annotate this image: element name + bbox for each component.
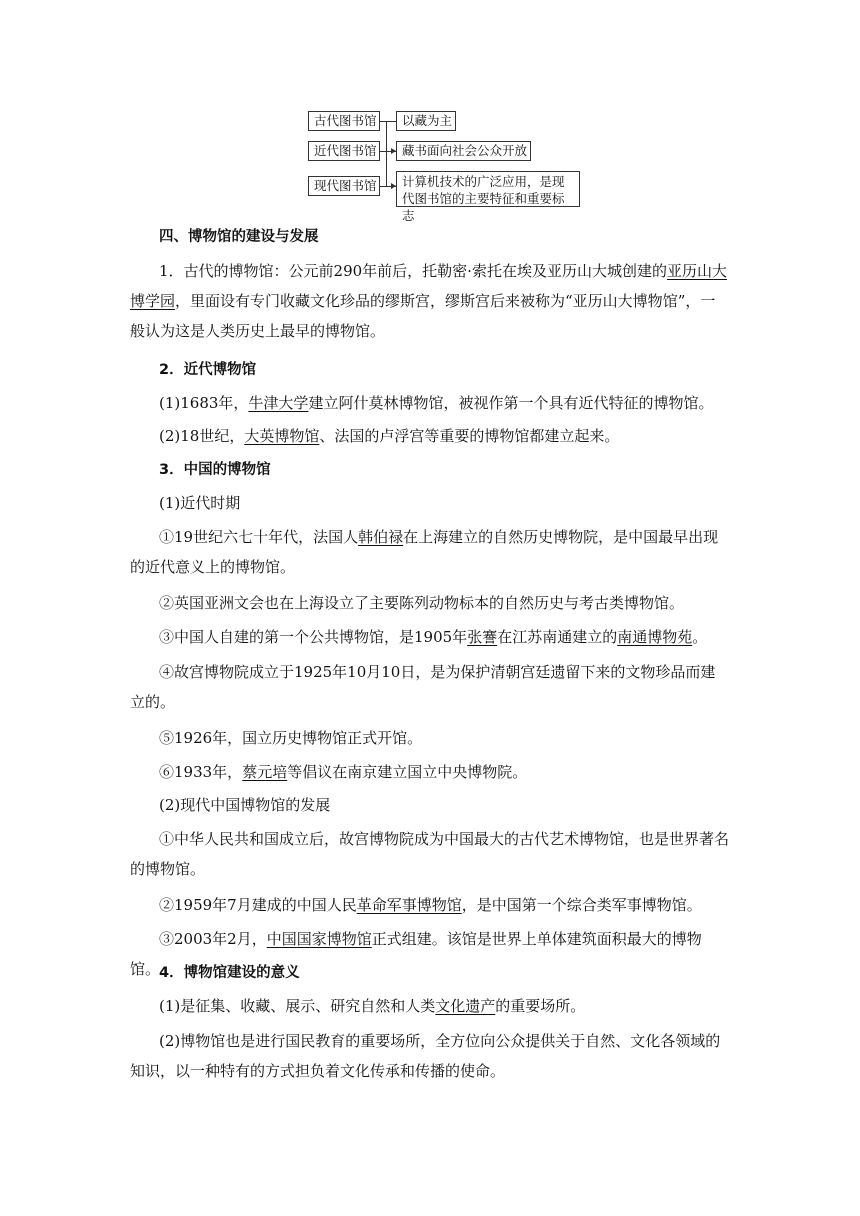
paragraph: (2)现代中国博物馆的发展 bbox=[159, 796, 331, 814]
diagram-desc-ancient: 以藏为主 bbox=[396, 111, 456, 131]
text-run: 在上海建立的自然历史博物院，是中国最早出现的近代意义上的博物馆。 bbox=[130, 528, 719, 576]
paragraph: (2)博物馆也是进行国民教育的重要场所，全方位向公众提供关于自然、文化各领域的知识，以一种特有的方式担负着文化传承和传播的使命。 bbox=[130, 1032, 721, 1080]
paragraph: (1)近代时期 bbox=[159, 494, 241, 512]
underlined-term: 牛津大学 bbox=[248, 394, 309, 412]
underlined-term: 亚历山大博学园 bbox=[130, 262, 727, 310]
text-run: 。 bbox=[692, 628, 708, 646]
underlined-term: 张謇 bbox=[467, 628, 498, 646]
text-run: ②1959年7月建成的中国人民 bbox=[159, 896, 357, 914]
underlined-term: 南通博物苑 bbox=[617, 628, 693, 646]
text-run: 公元前290年前后，托勒密·索托在埃及亚历山大城创建的 bbox=[288, 262, 667, 280]
diagram-box-contemporary: 现代图书馆 bbox=[308, 176, 380, 196]
text-run: 等倡议在南京建立国立中央博物院。 bbox=[287, 763, 528, 781]
subheading-china-museum: 3．中国的博物馆 bbox=[159, 462, 271, 478]
underlined-term: 大英博物馆 bbox=[244, 427, 320, 445]
paragraph bbox=[130, 991, 730, 1021]
diagram-box-ancient: 古代图书馆 bbox=[308, 111, 380, 131]
paragraph bbox=[130, 622, 730, 652]
paragraph: ①中华人民共和国成立后，故宫博物院成为中国最大的古代艺术博物馆，也是世界著名的博物馆。 bbox=[130, 830, 730, 878]
text-run: 正式组建。该馆是世界上单体建筑面积最大的博物馆。 bbox=[130, 930, 702, 978]
paragraph-label: 1．古代的博物馆： bbox=[159, 262, 289, 280]
paragraph-ancient-museum bbox=[130, 256, 730, 346]
text-run: ①19世纪六七十年代，法国人 bbox=[159, 528, 359, 546]
paragraph bbox=[130, 757, 730, 787]
subheading-modern-museum: 2．近代博物馆 bbox=[159, 362, 257, 378]
underlined-term: 蔡元培 bbox=[242, 763, 288, 781]
diagram-desc-modern: 藏书面向社会公众开放 bbox=[396, 141, 531, 161]
text-run: ，里面设有专门收藏文化珍品的缪斯宫，缪斯宫后来被称为“亚历山大博物馆”，一般认为这是人类历史上最早的博物馆。 bbox=[130, 292, 716, 340]
text-run: ③2003年2月， bbox=[159, 930, 267, 948]
underlined-term: 革命军事博物馆 bbox=[356, 896, 462, 914]
text-run: (1)1683年， bbox=[159, 394, 249, 412]
text-run: (1)是征集、收藏、展示、研究自然和人类 bbox=[159, 997, 436, 1015]
underlined-term: 文化遗产 bbox=[435, 997, 496, 1015]
text-run: 的重要场所。 bbox=[495, 997, 586, 1015]
paragraph bbox=[130, 890, 730, 920]
paragraph bbox=[130, 421, 730, 451]
text-run: 在江苏南通建立的 bbox=[497, 628, 618, 646]
text-run: ③中国人自建的第一个公共博物馆，是1905年 bbox=[159, 628, 468, 646]
diagram-box-modern: 近代图书馆 bbox=[308, 141, 380, 161]
diagram-connector bbox=[386, 121, 387, 186]
subheading-museum-significance: 4．博物馆建设的意义 bbox=[159, 965, 300, 981]
section-heading: 四、博物馆的建设与发展 bbox=[159, 229, 319, 245]
paragraph bbox=[130, 388, 730, 418]
text-run: 建立阿什莫林博物馆，被视作第一个具有近代特征的博物馆。 bbox=[308, 394, 714, 412]
paragraph: ⑤1926年，国立历史博物馆正式开馆。 bbox=[159, 729, 423, 747]
underlined-term: 韩伯禄 bbox=[358, 528, 404, 546]
diagram-connector bbox=[380, 121, 396, 122]
diagram-desc-contemporary: 计算机技术的广泛应用，是现代图书馆的主要特征和重要标志 bbox=[396, 171, 580, 207]
paragraph: ②英国亚洲文会也在上海设立了主要陈列动物标本的自然历史与考古类博物馆。 bbox=[159, 594, 685, 612]
paragraph bbox=[130, 522, 730, 582]
paragraph: ④故宫博物院成立于1925年10月10日，是为保护清朝宫廷遗留下来的文物珍品而建立的。 bbox=[130, 663, 716, 711]
text-run: (2)18世纪， bbox=[159, 427, 245, 445]
text-run: ，是中国第一个综合类军事博物馆。 bbox=[461, 896, 702, 914]
underlined-term: 中国国家博物馆 bbox=[266, 930, 372, 948]
text-run: ⑥1933年， bbox=[159, 763, 243, 781]
text-run: 、法国的卢浮宫等重要的博物馆都建立起来。 bbox=[319, 427, 620, 445]
